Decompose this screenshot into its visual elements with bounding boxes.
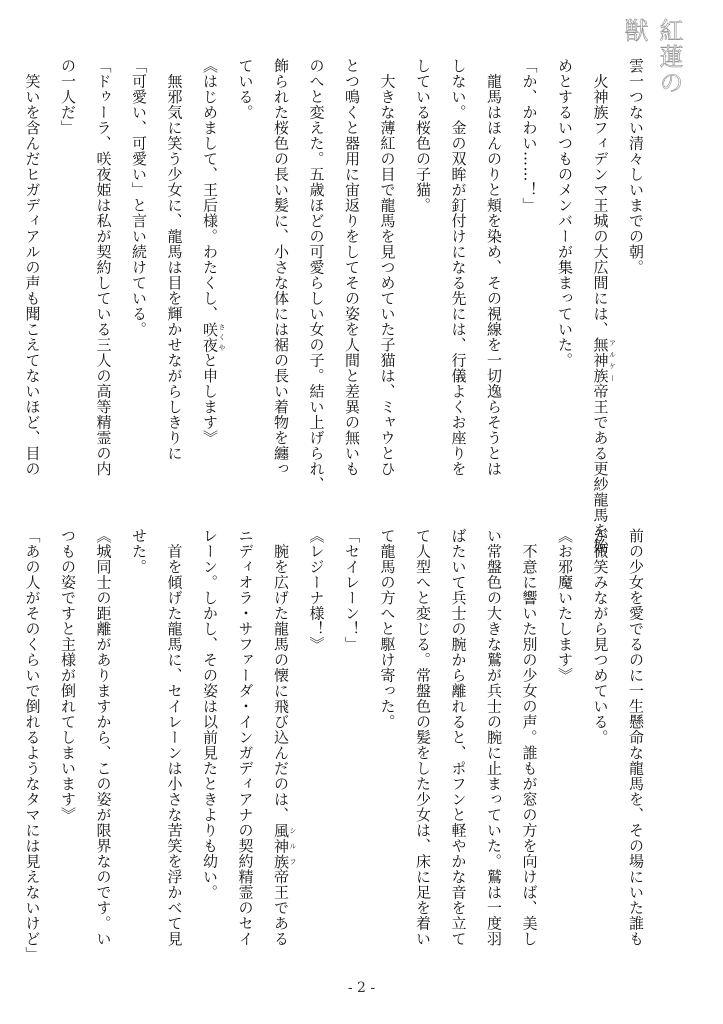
furigana-ruby: 咲夜 さくや: [201, 321, 226, 353]
text-line: 《城同士の距離がありますから、この姿が限界なのです。い: [94, 528, 113, 947]
text-line: て人型へと変じる。常盤色の髪をした少女は、床に足を着い: [414, 528, 432, 947]
text-line: 「セイレーン！」: [343, 528, 361, 652]
text-line: 雲一つない清々しいまでの朝。: [627, 58, 645, 275]
page-number: - 2 -: [347, 980, 376, 996]
text-line: 《はじめまして、王后様。わたくし、咲夜 さくやと申します》: [201, 58, 226, 446]
text-line: 「あの人がそのくらいで倒れるようなタマには見えないけど」: [23, 528, 42, 962]
furigana-reading: シルフ: [289, 822, 297, 869]
page-title: 紅蓮の獣: [620, 18, 683, 96]
text-line: 「可愛い、可愛い」と言い続けている。: [130, 58, 148, 337]
text-line: 首を傾げた龍馬に、セイレーンは小さな苦笑を浮かべて見: [165, 528, 184, 947]
text-line: 「ドゥーラ、咲夜姫は私が契約している三人の高等精霊の内: [94, 58, 113, 477]
text-line: とつ鳴くと器用に宙返りをしてその姿を人間と差異の無いも: [343, 58, 361, 477]
text-line: めとするいつものメンバーが集まっていた。: [556, 58, 574, 368]
text-line: 大きな薄紅の目で龍馬を見つめていた子猫は、ミャウとひ: [378, 58, 397, 477]
text-line: て龍馬の方へと駆け寄った。: [378, 528, 397, 730]
text-line: い常盤色の大きな鷲が兵士の腕に止まっていた。鷲は一度羽: [485, 528, 503, 947]
text-line: 前の少女を愛でるのに一生懸命な龍馬を、その場にいた誰も: [627, 528, 645, 947]
text-line: 龍馬はほんのりと頬を染め、その視線を一切逸らそうとは: [485, 58, 503, 477]
text-line: ている。: [236, 58, 255, 120]
text-line: しない。金の双眸が釘付けになる先には、行儀よくお座りを: [449, 58, 468, 477]
text-line: 腕を広げた龍馬の懐に飛び込んだのは、風神族 シルフ帝王である: [272, 528, 297, 947]
furigana-ruby: 無神族 アルケー: [591, 337, 617, 384]
text-line: している桜色の子猫。: [414, 58, 432, 213]
furigana-ruby: 風神族 シルフ: [272, 822, 297, 869]
furigana-reading: さくや: [218, 321, 226, 353]
text-line: 《お邪魔いたします》: [556, 528, 574, 683]
text-line: 飾られた桜色の長い髪に、小さな体には裾の長い着物を纏っ: [272, 58, 290, 477]
text-line: ニディオラ・サファーダ・インガディアナの契約精霊のセイ: [236, 528, 255, 947]
text-line: 無邪気に笑う少女に、龍馬は目を輝かせながらしきりに: [165, 58, 184, 461]
text-line: 笑いを含んだヒガディアルの声も聞こえてないほど、目の: [23, 58, 42, 477]
furigana-reading: アルケー: [608, 337, 617, 384]
text-line: 「か、かわい……！」: [520, 58, 539, 213]
lower-text-block: [23, 528, 653, 962]
text-line: レーン。しかし、その姿は以前見たときよりも幼い。: [201, 528, 219, 900]
text-line: の一人だ」: [59, 58, 77, 136]
text-line: のへと変えた。五歳ほどの可愛らしい女の子。結い上げられ、: [307, 58, 326, 492]
text-line: 不意に響いた別の少女の声。誰もが窓の方を向けば、美し: [520, 528, 539, 947]
text-line: せた。: [130, 528, 148, 575]
text-line: つもの姿ですと主様が倒れてしまいます》: [59, 528, 77, 823]
text-line: ばたいて兵士の腕から離れると、ポフンと軽やかな音を立て: [449, 528, 468, 947]
text-line: 《レジーナ様！》: [307, 528, 326, 652]
text-line: 火神族フィデンマ王城の大広間には、無神族 アルケー帝王である更紗龍馬を始: [591, 58, 617, 554]
text-line: が微笑みながら見つめている。: [591, 528, 610, 745]
